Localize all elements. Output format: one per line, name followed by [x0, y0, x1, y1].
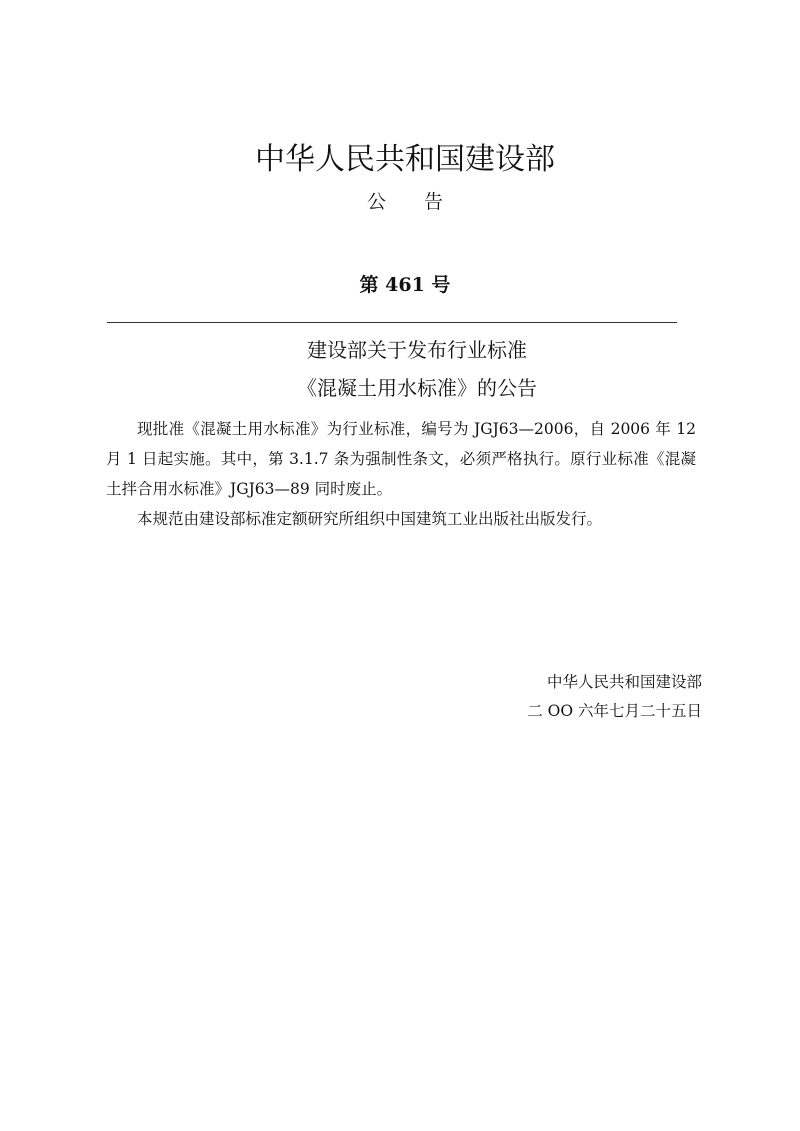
body-paragraph-2: 本规范由建设部标准定额研究所组织中国建筑工业出版社出版发行。 [137, 510, 603, 528]
notice-heading: 公 告 [366, 191, 443, 213]
subject-line-1: 建设部关于发布行业标准 [307, 338, 527, 362]
signature-date: 二 OO 六年七月二十五日 [527, 702, 702, 720]
body-paragraph-1: 现批准《混凝土用水标准》为行业标准，编号为 JGJ63—2006，自 2006 年 12 月 1 日起实施。其中，第 3.1.7 条为强制性条文，必须严格执行。原行业标准《混凝土拌合用水标准》JGJ63—89 同时废止。 [106, 420, 696, 498]
notice-body [106, 414, 696, 534]
ministry-title: 中华人民共和国建设部 [255, 142, 555, 177]
notice-number: 第 461 号 [359, 274, 451, 296]
signature-issuer: 中华人民共和国建设部 [546, 673, 702, 691]
header-divider [107, 322, 677, 323]
signature-block [527, 668, 702, 726]
subject-line-2: 《混凝土用水标准》的公告 [297, 376, 537, 400]
